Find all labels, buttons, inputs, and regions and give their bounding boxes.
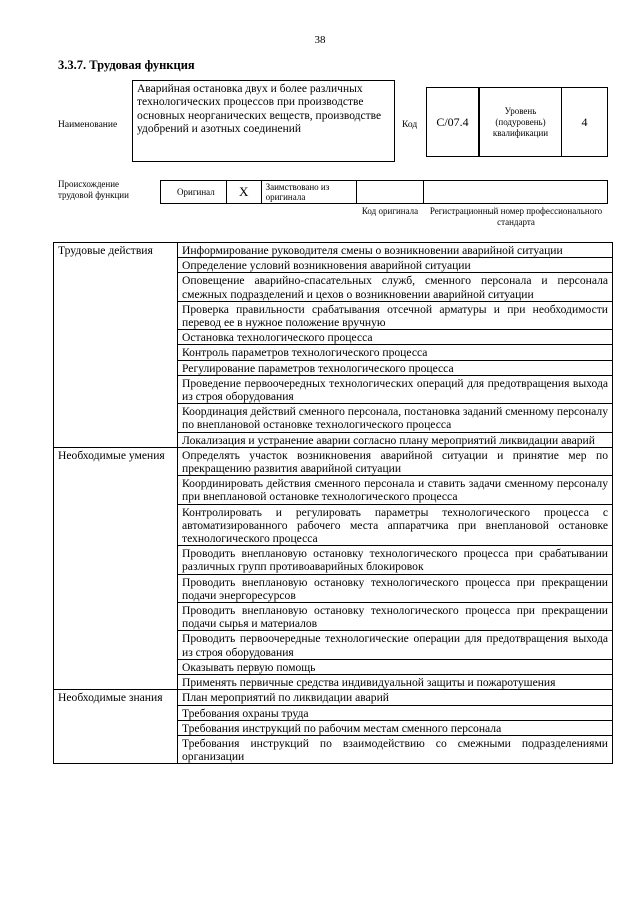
list-item: Координация действий сменного персонала, постановка заданий сменному персоналу по внеплановой остановке технологического процесса <box>178 404 613 432</box>
table-row <box>54 243 613 258</box>
list-item: Применять первичные средства индивидуальной защиты и пожаротушения <box>178 675 613 690</box>
function-name-field: Аварийная остановка двух и более различных технологических процессов при производстве основных неорганических веществ, производстве удобрений и азотных соединений <box>132 80 395 162</box>
list-item: Определение условий возникновения аварийной ситуации <box>178 258 613 273</box>
list-item: Проводить внеплановую остановку технологического процесса при прекращении подачи энергоресурсов <box>178 574 613 602</box>
table-row <box>54 447 613 475</box>
category-label: Необходимые знания <box>54 690 178 764</box>
list-item: Требования охраны труда <box>178 705 613 720</box>
category-label: Трудовые действия <box>54 243 178 448</box>
list-item: Контролировать и регулировать параметры технологического процесса с автоматизированного рабочего места аппаратчика при внеплановой остановке технологического процесса <box>178 504 613 546</box>
list-item: Требования инструкций по взаимодействию со смежными подразделениями организации <box>178 735 613 763</box>
list-item: Информирование руководителя смены о возникновении аварийной ситуации <box>178 243 613 258</box>
qualification-value: 4 <box>561 87 608 157</box>
list-item: Остановка технологического процесса <box>178 330 613 345</box>
list-item: Проведение первоочередных технологических операций для предотвращения выхода из строя оборудования <box>178 375 613 403</box>
original-label: Оригинал <box>161 181 227 203</box>
level-label: Уровень (подуровень) квалификации <box>479 87 561 157</box>
name-label: Наименование <box>58 120 118 130</box>
origin-row <box>160 180 608 204</box>
list-item: Проводить внеплановую остановку технологического процесса при срабатывании различных групп противоаварийных блокировок <box>178 546 613 574</box>
list-item: Определять участок возникновения аварийной ситуации и принятие мер по прекращению развития аварийной ситуации <box>178 447 613 475</box>
list-item: Контроль параметров технологического процесса <box>178 345 613 360</box>
list-item: Проводить первоочередные технологические операции для предотвращения выхода из строя оборудования <box>178 631 613 659</box>
list-item: Проверка правильности срабатывания отсечной арматуры и при необходимости перевод ее в нужное положение вручную <box>178 301 613 329</box>
list-item: Оповещение аварийно-спасательных служб, сменного персонала и персонала смежных подразделений и цехов о возникновении аварийной ситуации <box>178 273 613 301</box>
list-item: Оказывать первую помощь <box>178 659 613 674</box>
category-label: Необходимые умения <box>54 447 178 689</box>
registration-caption: Регистрационный номер профессионального стандарта <box>429 206 603 227</box>
page-number: 38 <box>314 34 326 46</box>
code-caption: Код оригинала <box>361 206 419 216</box>
borrowed-label: Заимствовано из оригинала <box>262 181 358 203</box>
registration-number-cell <box>424 181 607 203</box>
original-code-cell <box>357 181 424 203</box>
list-item: Локализация и устранение аварии согласно плану мероприятий ликвидации аварий <box>178 432 613 447</box>
table-row <box>54 690 613 705</box>
code-label: Код <box>402 120 418 130</box>
origin-label: Происхождение трудовой функции <box>58 179 129 200</box>
list-item: Регулирование параметров технологического процесса <box>178 360 613 375</box>
code-value: C/07.4 <box>426 87 479 157</box>
original-mark: X <box>227 181 262 203</box>
list-item: Требования инструкций по рабочим местам сменного персонала <box>178 720 613 735</box>
list-item: План мероприятий по ликвидации аварий <box>178 690 613 705</box>
section-title: 3.3.7. Трудовая функция <box>58 58 195 72</box>
list-item: Координировать действия сменного персонала и ставить задачи сменному персоналу при внеплановой остановке технологического процесса <box>178 476 613 504</box>
list-item: Проводить внеплановую остановку технологического процесса при прекращении подачи сырья и материалов <box>178 603 613 631</box>
function-details-table <box>53 242 613 764</box>
